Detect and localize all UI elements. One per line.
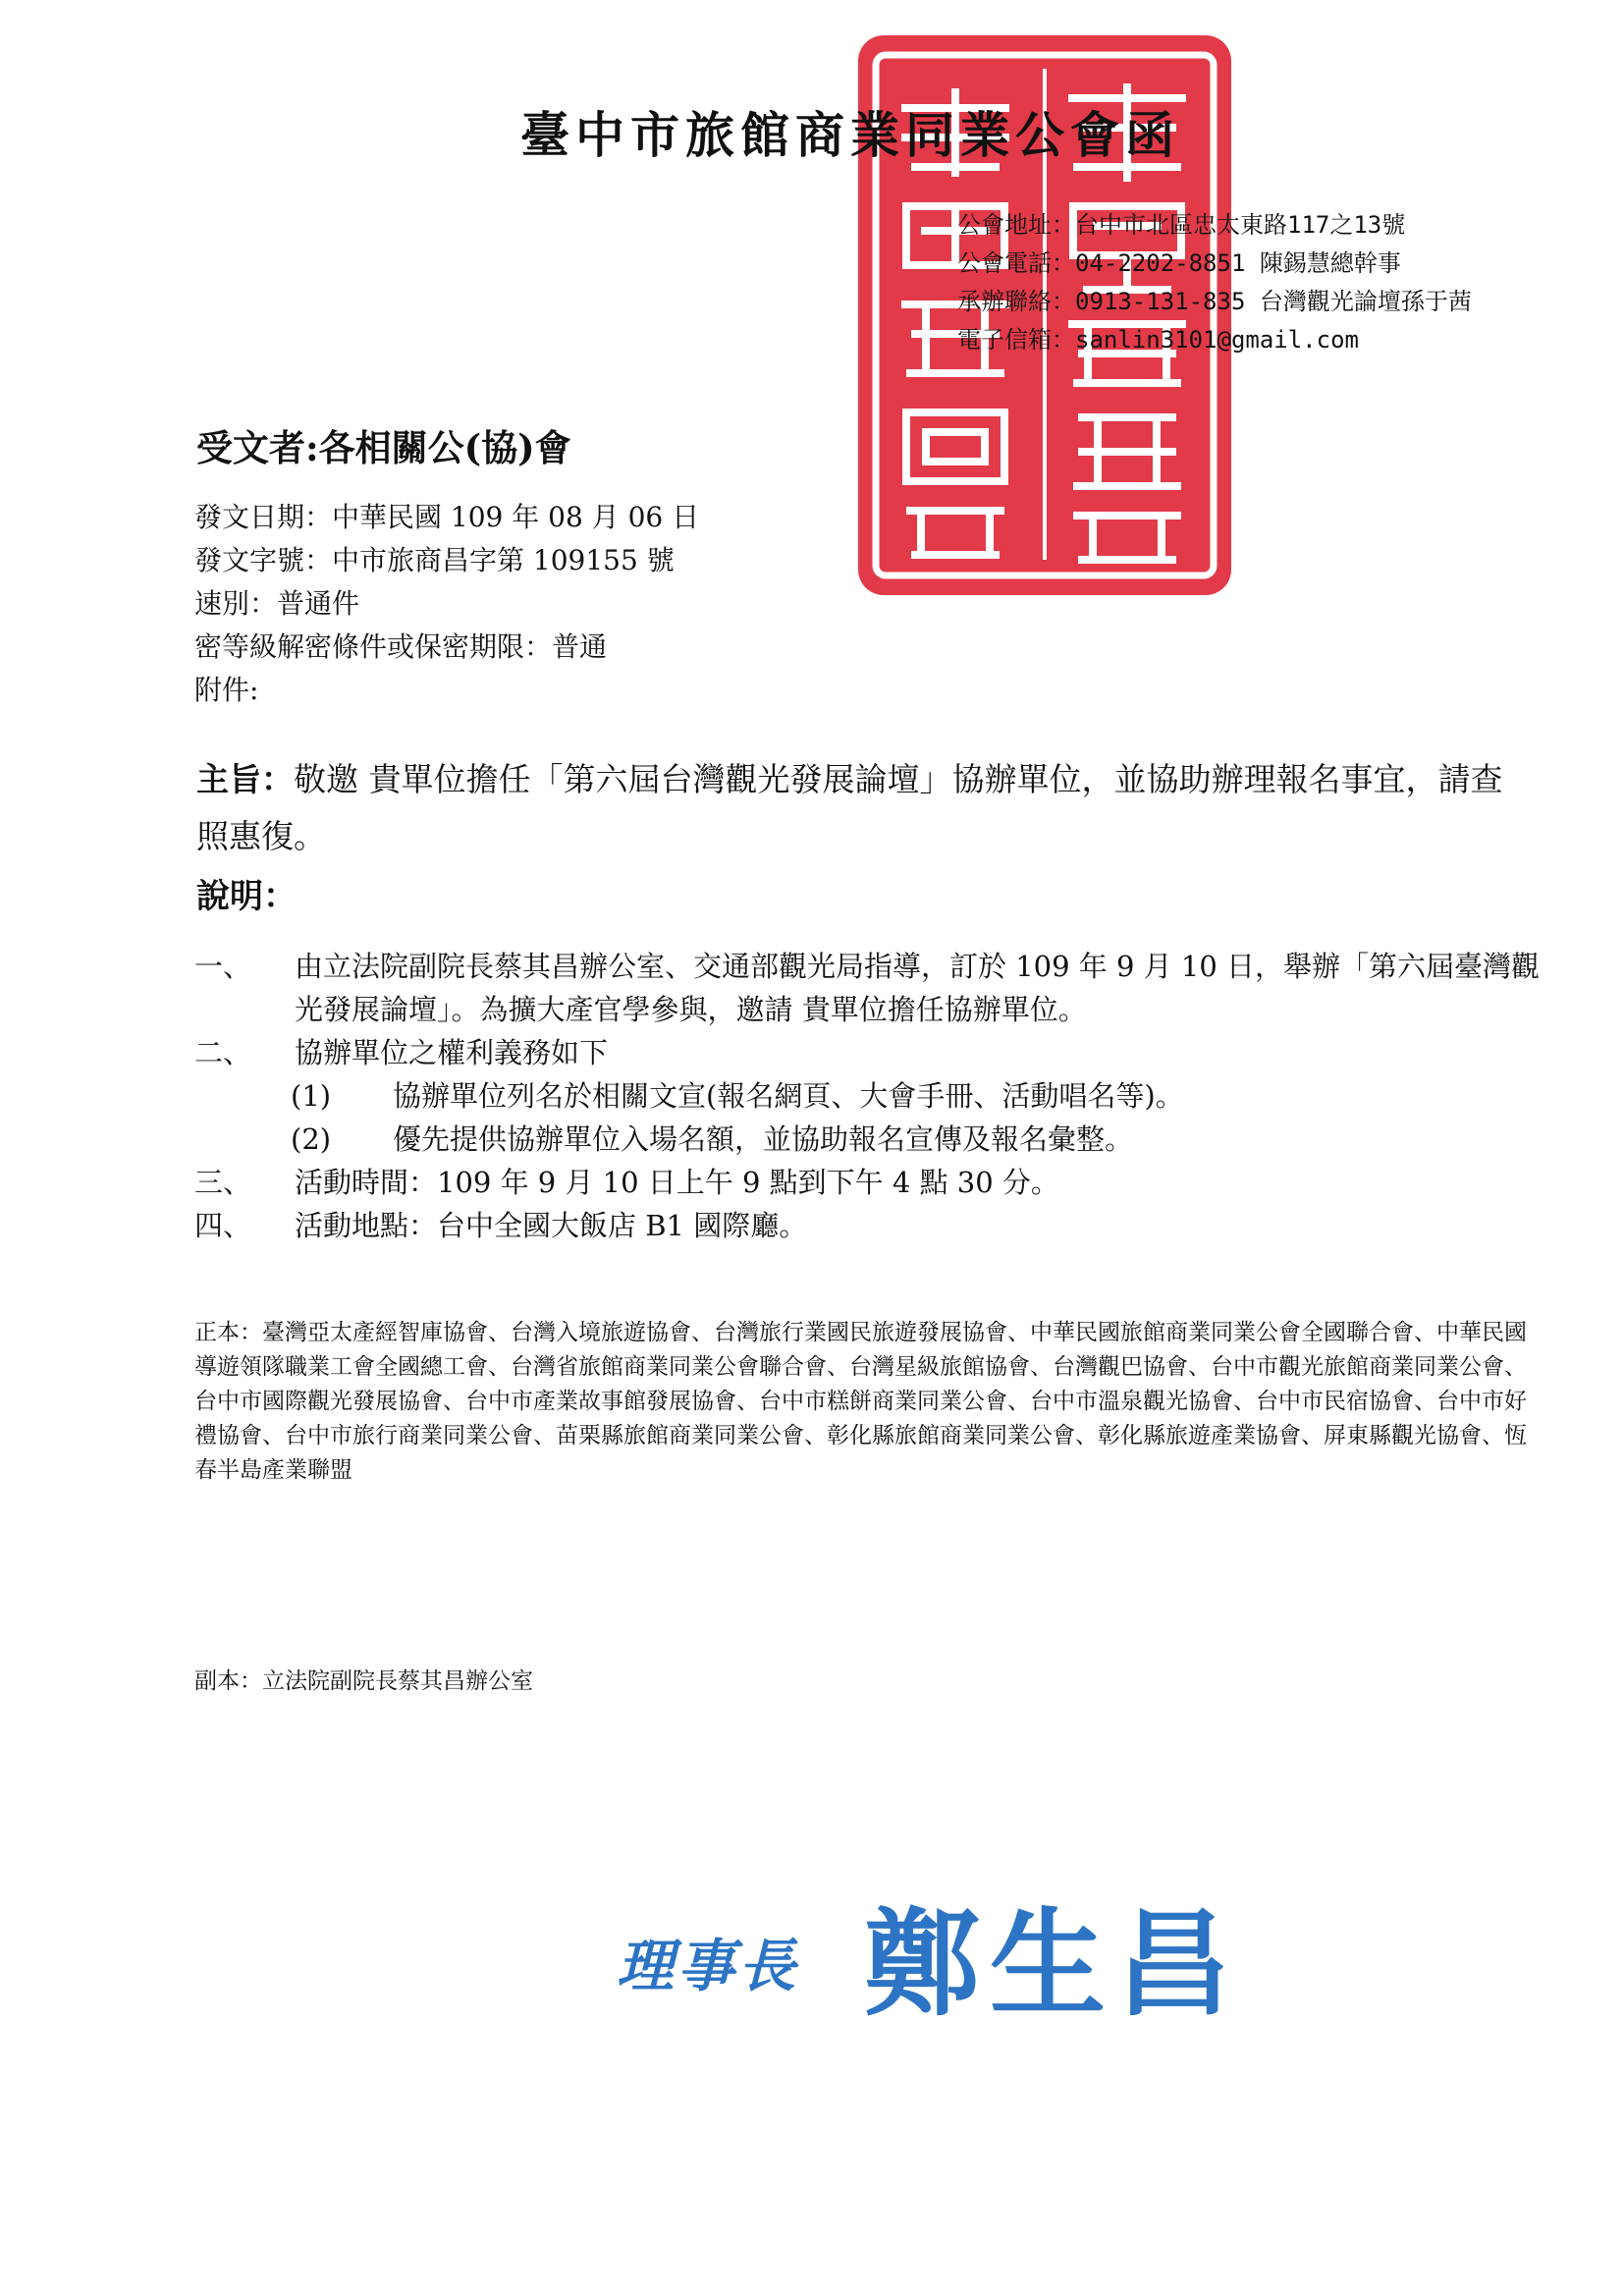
list-item	[194, 945, 1540, 1031]
security-level: 密等級解密條件或保密期限：普通	[194, 630, 608, 663]
item-number: 四、	[194, 1209, 252, 1242]
document-meta	[194, 496, 699, 712]
issue-date: 發文日期：中華民國 109 年 08 月 06 日	[194, 501, 700, 533]
subitem-text: 優先提供協辦單位入場名額，並協助報名宣傳及報名彙整。	[393, 1122, 1134, 1156]
item-number: 一、	[194, 950, 252, 983]
list-item	[194, 1031, 1540, 1074]
document-title: 臺中市旅館商業同業公會函	[520, 106, 1180, 164]
recipient: 受文者:各相關公(協)會	[196, 426, 571, 469]
subject	[196, 751, 1532, 865]
main-recipients-list: 正本：臺灣亞太產經智庫協會、台灣入境旅遊協會、台灣旅行業國民旅遊發展協會、中華民國旅館商業同業公會全國聯合會、中華民國導遊領隊職業工會全國總工會、台灣省旅館商業同業公會聯合會、台灣星級旅館協會、台灣觀巴協會、台中市觀光旅館商業同業公會、台中市國際觀光發展協會、台中市產業故事館發展協會、台中市糕餅商業同業公會、台中市溫泉觀光協會、台中市民宿協會、台中市好禮協會、台中市旅行商業同業公會、苗栗縣旅館商業同業公會、彰化縣旅館商業同業公會、彰化縣旅遊產業協會、屏東縣觀光協會、恆春半島產業聯盟	[194, 1320, 1527, 1483]
contact-phone: 公會電話：04-2202-8851 陳錫慧總幹事	[957, 249, 1401, 277]
contact-info	[957, 206, 1472, 359]
contact-address: 公會地址：台中市北區忠太東路117之13號	[957, 211, 1406, 239]
subject-label: 主旨：	[196, 760, 294, 798]
attachment: 附件:	[194, 674, 259, 706]
item-text: 協辦單位之權利義務如下	[295, 1036, 609, 1069]
signature-title: 理事長	[617, 1933, 800, 1999]
explanation-list	[194, 945, 1540, 1247]
list-subitem	[194, 1074, 1540, 1118]
cc-recipients: 副本：立法院副院長蔡其昌辦公室	[194, 1668, 533, 1694]
delivery-speed: 速別：普通件	[194, 587, 360, 620]
chairman-signature-stamp	[617, 1871, 1304, 2032]
contact-organizer: 承辦聯絡：0913-131-835 台灣觀光論壇孫于茜	[957, 288, 1472, 315]
contact-email: 電子信箱：sanlin3101@gmail.com	[957, 326, 1359, 354]
subitem-text: 協辦單位列名於相關文宣(報名網頁、大會手冊、活動唱名等)。	[393, 1079, 1184, 1113]
subitem-number: (2)	[291, 1122, 332, 1156]
signature-name: 鄭生昌	[864, 1895, 1242, 2032]
item-text: 活動時間：109 年 9 月 10 日上午 9 點到下午 4 點 30 分。	[295, 1166, 1059, 1199]
list-item	[194, 1161, 1540, 1204]
list-item	[194, 1204, 1540, 1247]
item-text: 活動地點：台中全國大飯店 B1 國際廳。	[295, 1209, 808, 1242]
list-subitem	[194, 1118, 1540, 1161]
explanation-heading: 說明：	[196, 877, 297, 916]
subitem-number: (1)	[291, 1079, 332, 1113]
subject-text: 敬邀 貴單位擔任「第六屆台灣觀光發展論壇」協辦單位，並協助辦理報名事宜，請查照惠復。	[196, 760, 1503, 855]
document-number: 發文字號：中市旅商昌字第 109155 號	[194, 544, 675, 576]
item-text: 由立法院副院長蔡其昌辦公室、交通部觀光局指導，訂於 109 年 9 月 10 日，舉辦「第六屆臺灣觀光發展論壇」。為擴大產官學參與，邀請 貴單位擔任協辦單位。	[295, 950, 1541, 1026]
item-number: 二、	[194, 1036, 252, 1069]
item-number: 三、	[194, 1166, 252, 1199]
